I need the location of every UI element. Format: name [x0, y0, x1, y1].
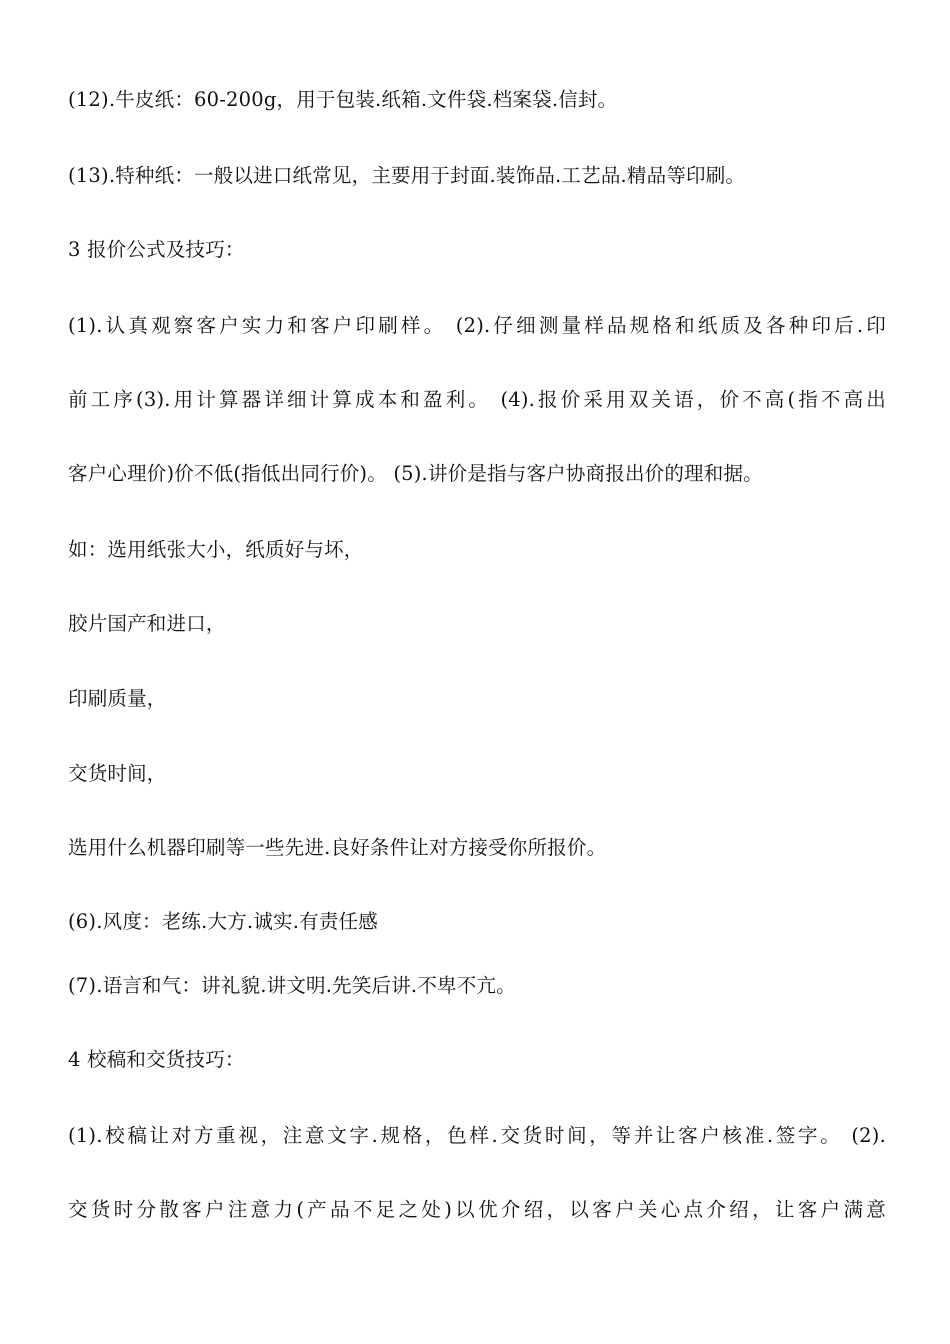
paragraph-language: (7).语言和气：讲礼貌.讲文明.先笑后讲.不卑不亢。 — [68, 974, 516, 997]
paragraph-example-machine: 选用什么机器印刷等一些先进.良好条件让对方接受你所报价。 — [68, 836, 607, 859]
paragraph-quote-line-1: (1).认真观察客户实力和客户印刷样。 (2).仔细测量样品规格和纸质及各种印后.印 — [68, 314, 886, 337]
paragraph-example-film: 胶片国产和进口， — [68, 612, 226, 635]
paragraph-demeanor: (6).风度：老练.大方.诚实.有责任感 — [68, 910, 378, 933]
paragraph-proof-line-2: 交货时分散客户注意力(产品不足之处)以优介绍，以客户关心点介绍，让客户满意 — [68, 1198, 886, 1221]
paragraph-example-quality: 印刷质量， — [68, 687, 167, 710]
paragraph-example-delivery: 交货时间， — [68, 762, 167, 785]
paragraph-proof-line-1: (1).校稿让对方重视，注意文字.规格，色样.交货时间，等并让客户核准.签字。 (2). — [68, 1124, 886, 1147]
paragraph-example-paper: 如：选用纸张大小，纸质好与坏， — [68, 538, 364, 561]
paragraph-special-paper: (13).特种纸：一般以进口纸常见，主要用于封面.装饰品.工艺品.精品等印刷。 — [68, 164, 746, 187]
paragraph-quote-line-2: 前工序(3).用计算器详细计算成本和盈利。 (4).报价采用双关语，价不高(指不高出 — [68, 388, 886, 411]
paragraph-quote-line-3: 客户心理价)价不低(指低出同行价)。 (5).讲价是指与客户协商报出价的理和据。 — [68, 462, 763, 485]
section-heading-proof-delivery: 4 校稿和交货技巧： — [68, 1048, 245, 1071]
paragraph-kraft-paper: (12).牛皮纸：60-200g，用于包装.纸箱.文件袋.档案袋.信封。 — [68, 88, 618, 111]
section-heading-quote-formula: 3 报价公式及技巧： — [68, 238, 245, 261]
